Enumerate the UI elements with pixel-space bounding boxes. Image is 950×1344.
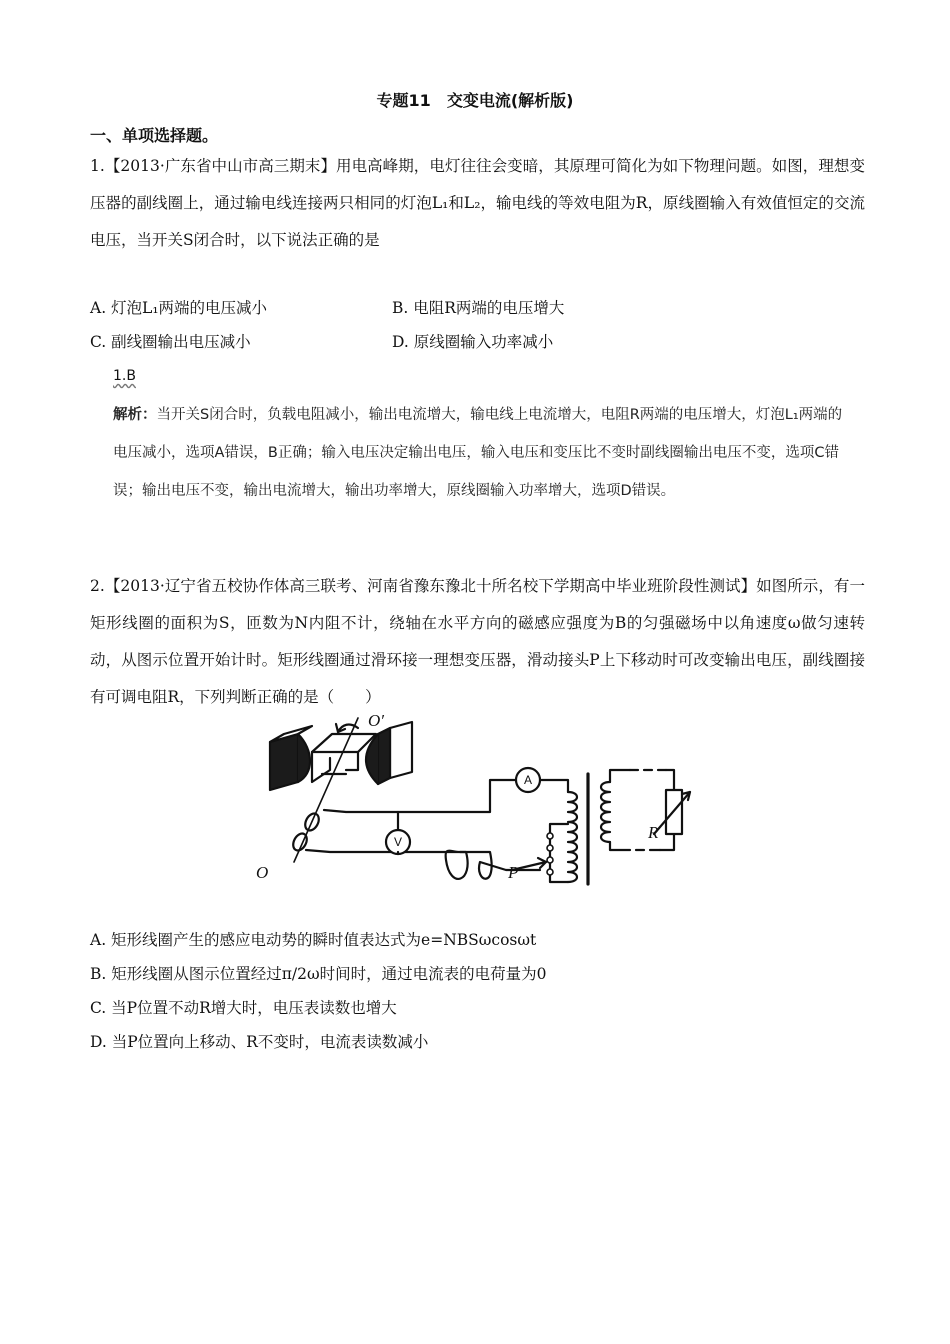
ammeter-label: A [523, 773, 533, 787]
q1-option-b: B. 电阻R两端的电压增大 [392, 299, 565, 317]
q1-analysis [113, 396, 848, 510]
q1-option-c: C. 副线圈输出电压减小 [90, 333, 251, 351]
axis-label-top: O′ [368, 712, 384, 730]
q1-option-d: D. 原线圈输入功率减小 [392, 333, 554, 351]
question-2-text: 2.【2013·辽宁省五校协作体高三联考、河南省豫东豫北十所名校下学期高中毕业班阶段性测试】如图所示，有一矩形线圈的面积为S，匝数为N内阻不计，绕轴在水平方向的磁感应强度为B的匀强磁场中以角速度ω做匀速转动，从图示位置开始计时。矩形线圈通过滑环接一理想变压器，滑动接头P上下移动时可改变输出电压，副线圈接有可调电阻R，下列判断正确的是（ ） [90, 577, 865, 706]
analysis-label: 解析： [113, 407, 157, 423]
left-magnet-pole [270, 726, 312, 790]
analysis-text: 当开关S闭合时，负载电阻减小，输出电流增大，输电线上电流增大，电阻R两端的电压增大，灯泡L₁两端的电压减小，选项A错误，B正确；输入电压决定输出电压，输入电压和变压比不变时副线圈输出电压不变，选项C错误；输出电压不变，输出电流增大，输出功率增大，原线圈输入功率增大，选项D错误。 [113, 407, 843, 499]
q1-option-a: A. 灯泡L₁两端的电压减小 [90, 299, 268, 317]
primary-coil [550, 792, 577, 882]
slider-label: P [508, 863, 519, 882]
axis-label-bottom: O [256, 863, 269, 882]
section-heading: 一、单项选择题。 [90, 126, 219, 145]
page-title: 专题11 交变电流(解析版) [376, 91, 574, 110]
voltmeter-label: V [393, 835, 403, 849]
right-magnet-pole [366, 722, 412, 784]
generator-transformer-diagram [250, 712, 710, 890]
q1-answer: 1.B [113, 368, 136, 384]
resistor-label: R [648, 823, 659, 842]
q2-option-c: C. 当P位置不动R增大时，电压表读数也增大 [90, 999, 397, 1017]
q2-option-b: B. 矩形线圈从图示位置经过π/2ω时间时，通过电流表的电荷量为0 [90, 965, 547, 983]
secondary-coil [601, 770, 674, 850]
question-1-text: 1.【2013·广东省中山市高三期末】用电高峰期，电灯往往会变暗，其原理可简化为如下物理问题。如图，理想变压器的副线圈上，通过输电线连接两只相同的灯泡L₁和L₂，输电线的等效电阻为R，原线圈输入有效值恒定的交流电压，当开关S闭合时，以下说法正确的是 [90, 157, 865, 249]
q2-option-d: D. 当P位置向上移动、R不变时，电流表读数减小 [90, 1033, 429, 1051]
q2-option-a: A. 矩形线圈产生的感应电动势的瞬时值表达式为e=NBSωcosωt [90, 931, 537, 949]
